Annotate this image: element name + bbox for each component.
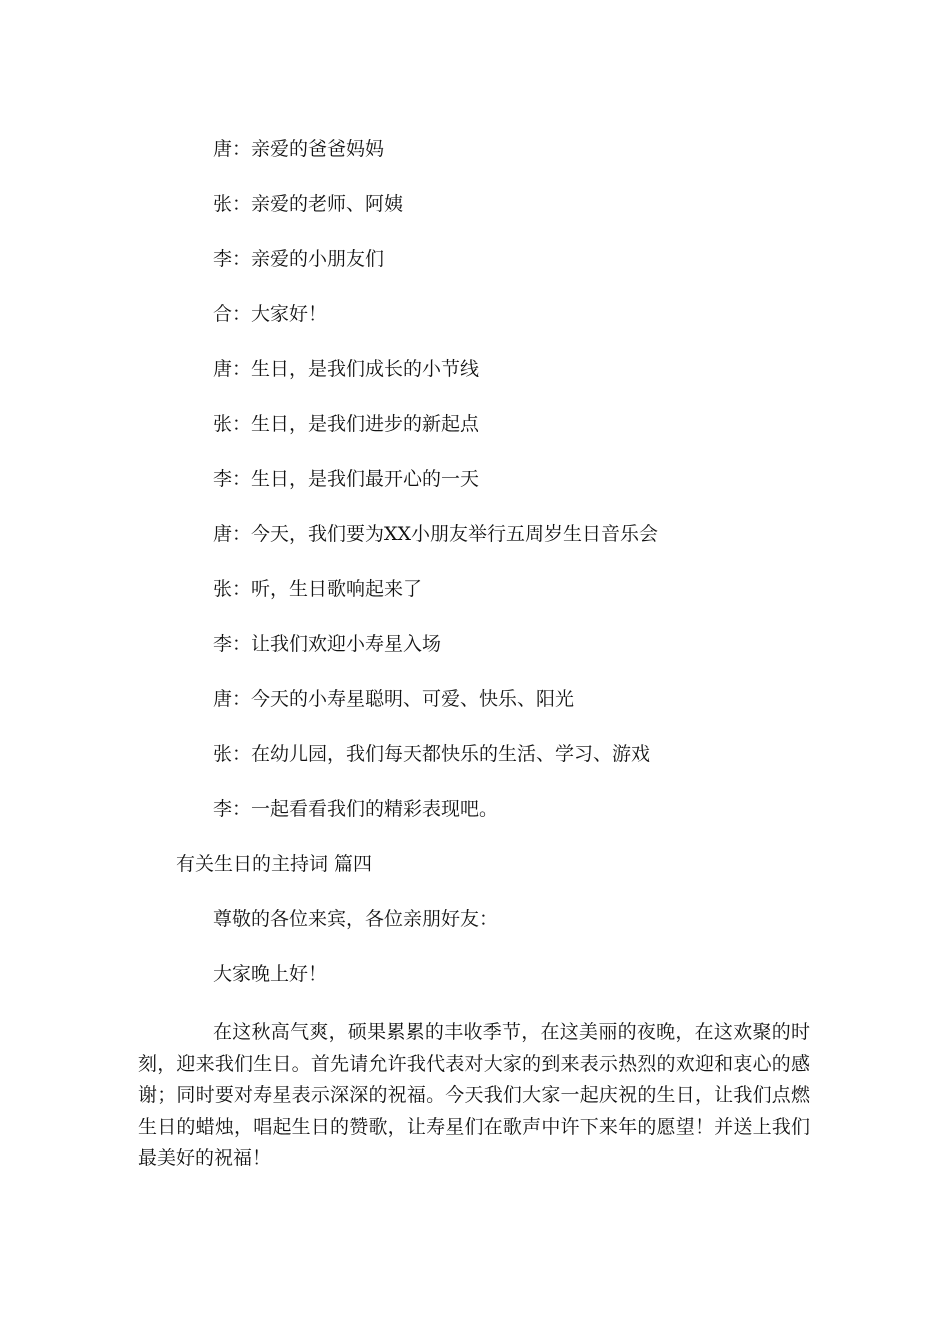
dialogue-line: 张：在幼儿园，我们每天都快乐的生活、学习、游戏 — [213, 743, 651, 765]
dialogue-line: 唐：亲爱的爸爸妈妈 — [213, 138, 385, 160]
body-paragraph: 在这秋高气爽，硕果累累的丰收季节，在这美丽的夜晚，在这欢聚的时刻，迎来我们生日。首先请允许我代表对大家的到来表示热烈的欢迎和衷心的感谢；同时要对寿星表示深深的祝福。今天我们大家一起庆祝的生日，让我们点燃生日的蜡烛，唱起生日的赞歌，让寿星们在歌声中许下来年的愿望！并送上我们最美好的祝福！ — [138, 1021, 810, 1169]
dialogue-line: 李：让我们欢迎小寿星入场 — [213, 633, 442, 655]
dialogue-line: 唐：今天的小寿星聪明、可爱、快乐、阳光 — [213, 688, 575, 710]
greeting-line: 尊敬的各位来宾，各位亲朋好友： — [213, 908, 499, 930]
dialogue-line: 李：一起看看我们的精彩表现吧。 — [213, 798, 499, 820]
dialogue-line: 张：亲爱的老师、阿姨 — [213, 193, 404, 215]
dialogue-line: 合：大家好！ — [213, 303, 328, 325]
salutation-line: 大家晚上好！ — [213, 963, 328, 985]
dialogue-line: 张：生日，是我们进步的新起点 — [213, 413, 480, 435]
section-heading: 有关生日的主持词 篇四 — [176, 853, 373, 875]
dialogue-line: 唐：生日，是我们成长的小节线 — [213, 358, 480, 380]
dialogue-line: 李：亲爱的小朋友们 — [213, 248, 385, 270]
dialogue-line: 张：听，生日歌响起来了 — [213, 578, 423, 600]
dialogue-line: 唐：今天，我们要为XX小朋友举行五周岁生日音乐会 — [213, 523, 659, 545]
dialogue-line: 李：生日，是我们最开心的一天 — [213, 468, 480, 490]
